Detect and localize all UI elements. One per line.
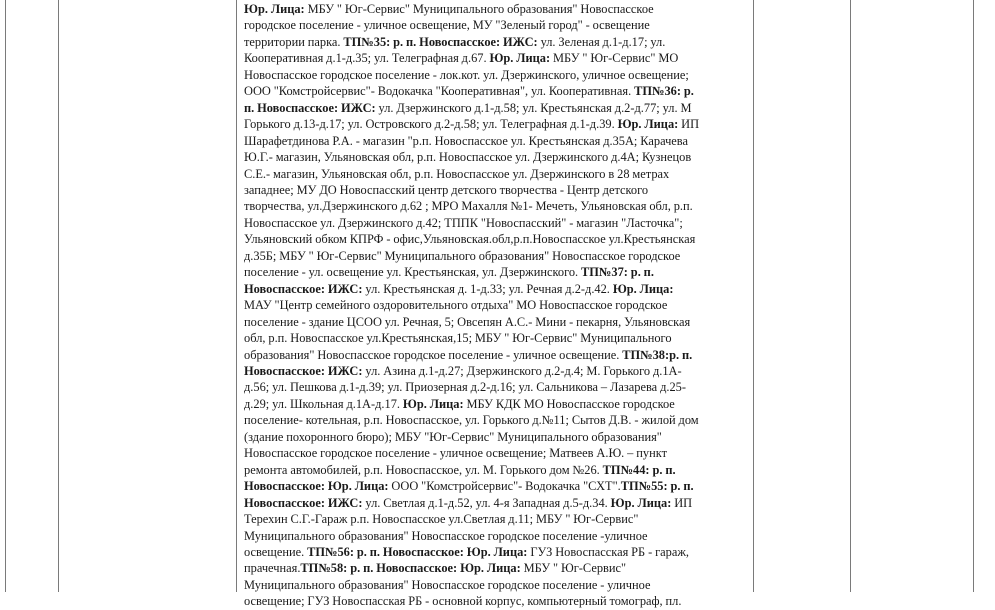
text-line — [244, 577, 744, 593]
text-run: ИП — [671, 495, 693, 510]
text-line — [244, 297, 744, 313]
column-border — [58, 0, 59, 592]
text-line — [244, 17, 744, 33]
text-run: ул. Дзержинского д.1-д.58; ул. Крестьянская д.2-д.77; ул. М — [375, 100, 692, 115]
text-run: поселение- котельная, р.п. Новоспасское, ул. Горького д.№11; Сытов Д.В. - жилой дом — [244, 413, 699, 428]
text-run: освещение; ГУЗ Новоспасская РБ - основной корпус, компьютерный томограф, пл. — [244, 594, 682, 609]
text-line — [244, 445, 744, 461]
text-line — [244, 281, 744, 297]
bold-text-run: Юр. Лица: — [489, 51, 551, 66]
text-line — [244, 379, 744, 395]
column-border — [5, 0, 6, 592]
text-line — [244, 330, 744, 346]
text-run: Терехин С.Г.-Гараж р.п. Новоспасское ул.Светлая д.11; МБУ " Юг-Сервис" — [244, 512, 639, 527]
text-line — [244, 528, 744, 544]
text-run: образования" Новоспасское городское поселение - уличное освещение. — [244, 347, 623, 362]
text-line — [244, 100, 744, 116]
text-line — [244, 1, 744, 17]
text-run: ул. Крестьянская д. 1-д.33; ул. Речная д.2-д.42. — [362, 281, 613, 296]
text-line — [244, 83, 744, 99]
bold-text-run: ТП№56: р. п. Новоспасское: Юр. Лица: — [307, 544, 528, 559]
text-line — [244, 166, 744, 182]
text-run: освещение. — [244, 544, 308, 559]
text-run: поселение - здание ЦСОО ул. Речная, 5; Овсепян А.С.- Мини - пекарня, Ульяновская — [244, 314, 691, 329]
bold-text-run: ТП№44: р. п. — [602, 462, 676, 477]
text-run: д.56; ул. Пешкова д.1-д.39; ул. Приозерная д.2-д.16; ул. Сальникова – Лазарева д.25- — [244, 380, 687, 395]
text-run: городское поселение - уличное освещение, МУ "Зеленый город" - освещение — [244, 18, 650, 33]
bold-text-run: Новоспасское: ИЖС: — [244, 363, 363, 378]
text-line — [244, 198, 744, 214]
column-border — [753, 0, 754, 592]
text-run: Горького д.13-д.17; ул. Островского д.2-д.58; ул. Телеграфная д.1-д.39. — [244, 117, 618, 132]
text-run: д.35Б; МБУ " Юг-Сервис" Муниципального образования" Новоспасское городское — [244, 248, 681, 263]
text-run: МБУ " Юг-Сервис" МО — [550, 51, 679, 66]
text-line — [244, 231, 744, 247]
text-run: МБУ " Юг-Сервис" Муниципального образования" Новоспасское — [304, 2, 654, 16]
column-border — [850, 0, 851, 592]
text-run: ГУЗ Новоспасская РБ - гараж, — [527, 544, 690, 559]
text-line — [244, 50, 744, 66]
text-run: Ульяновский обком КПРФ - офис,Ульяновская.обл,р.п.Новоспасское ул.Крестьянская — [244, 232, 696, 247]
text-line — [244, 544, 744, 560]
text-line — [244, 182, 744, 198]
bold-text-run: Новоспасское: ИЖС: — [244, 495, 363, 510]
text-line — [244, 116, 744, 132]
text-run: Новоспасское ул. Дзержинского д.42; ТППК "Новоспасский" - магазин "Ласточка"; — [244, 215, 683, 230]
text-run: Ю.Г.- магазин, Ульяновская обл, р.п. Новоспасское ул. Дзержинского д.4А; Кузнецов — [244, 150, 692, 165]
column-border — [973, 0, 974, 592]
text-run: ул. Зеленая д.1-д.17; ул. — [537, 34, 666, 49]
text-line — [244, 133, 744, 149]
text-line — [244, 429, 744, 445]
text-run: (здание похоронного бюро); МБУ "Юг-Сервис" Муниципального образования" — [244, 429, 662, 444]
text-run: Шарафетдинова Р.А. - магазин "р.п. Новоспасское ул. Крестьянская д.35А; Карачева — [244, 133, 688, 148]
text-run: МАУ "Центр семейного оздоровительного отдыха" МО Новоспасское городское — [244, 298, 668, 313]
bold-text-run: ТП№36: р. — [634, 84, 694, 99]
text-run: С.Е.- магазин, Ульяновская обл, р.п. Новоспасское ул. Дзержинского в 28 метрах — [244, 166, 670, 181]
text-line — [244, 462, 744, 478]
text-run: обл, р.п. Новоспасское ул.Крестьянская,15; МБУ " Юг-Сервис" Муниципального — [244, 331, 672, 346]
text-line — [244, 593, 744, 609]
text-line — [244, 478, 744, 494]
text-line — [244, 67, 744, 83]
bold-text-run: ТП№58: р. п. Новоспасское: Юр. Лица: — [300, 561, 521, 576]
text-run: Новоспасское городское поселение - уличное освещение; Матвеев А.Ю. – пункт — [244, 446, 667, 461]
text-line — [244, 34, 744, 50]
bold-text-run: ТП№38:р. п. — [622, 347, 693, 362]
text-run: территории парка. — [244, 34, 344, 49]
text-run: поселение - ул. освещение ул. Крестьянская, ул. Дзержинского. — [244, 265, 582, 280]
bold-text-run: Юр. Лица: — [402, 396, 464, 411]
text-line — [244, 264, 744, 280]
text-run: ремонта автомобилей, р.п. Новоспасское, ул. М. Горького дом №26. — [244, 462, 603, 477]
text-run: ул. Светлая д.1-д.52, ул. 4-я Западная д.5-д.34. — [362, 495, 611, 510]
text-line — [244, 248, 744, 264]
text-line — [244, 149, 744, 165]
text-run: ИП — [678, 117, 700, 132]
text-run: д.29; ул. Школьная д.1А-д.17. — [244, 396, 403, 411]
bold-text-run: Новоспасское: ИЖС: — [244, 281, 363, 296]
text-line — [244, 511, 744, 527]
bold-text-run: Юр. Лица: — [244, 2, 305, 16]
table-cell-description — [244, 1, 744, 610]
text-run: МБУ КДК МО Новоспасское городское — [463, 396, 675, 411]
column-border — [236, 0, 237, 592]
bold-text-run: ТП№37: р. п. — [581, 265, 654, 280]
text-line — [244, 560, 744, 576]
bold-text-run: п. Новоспасское: ИЖС: — [244, 100, 376, 115]
text-run: ООО "Комстройсервис"- Водокачка "СХТ". — [388, 479, 621, 494]
text-run: Муниципального образования" Новоспасское городское поселение - уличное — [244, 577, 651, 592]
text-run: прачечная. — [244, 561, 301, 576]
text-run: Кооперативная д.1-д.35; ул. Телеграфная д.67. — [244, 51, 490, 66]
bold-text-run: ТП№55: р. п. — [620, 479, 694, 494]
text-line — [244, 347, 744, 363]
text-line — [244, 412, 744, 428]
text-run: творчества, ул.Дзержинского д.62 ; МРО Махалля №1- Мечеть, Ульяновская обл, р.п. — [244, 199, 693, 214]
text-run: западнее; МУ ДО Новоспасский центр детского творчества - Центр детского — [244, 182, 649, 197]
bold-text-run: Юр. Лица: — [612, 281, 674, 296]
text-run: МБУ " Юг-Сервис" — [520, 561, 627, 576]
text-line — [244, 363, 744, 379]
text-run: Новоспасское городское поселение - лок.кот. ул. Дзержинского, уличное освещение; — [244, 67, 689, 82]
text-run: Муниципального образования" Новоспасское городское поселение -уличное — [244, 528, 648, 543]
bold-text-run: Новоспасское: Юр. Лица: — [244, 479, 389, 494]
bold-text-run: Юр. Лица: — [610, 495, 672, 510]
bold-text-run: Юр. Лица: — [617, 117, 679, 132]
text-line — [244, 495, 744, 511]
text-line — [244, 396, 744, 412]
text-line — [244, 215, 744, 231]
text-line — [244, 314, 744, 330]
text-run: ул. Азина д.1-д.27; Дзержинского д.2-д.4; М. Горького д.1А- — [362, 363, 682, 378]
text-run: ООО "Комстройсервис"- Водокачка "Кооперативная", ул. Кооперативная. — [244, 84, 635, 99]
bold-text-run: ТП№35: р. п. Новоспасское: ИЖС: — [343, 34, 538, 49]
